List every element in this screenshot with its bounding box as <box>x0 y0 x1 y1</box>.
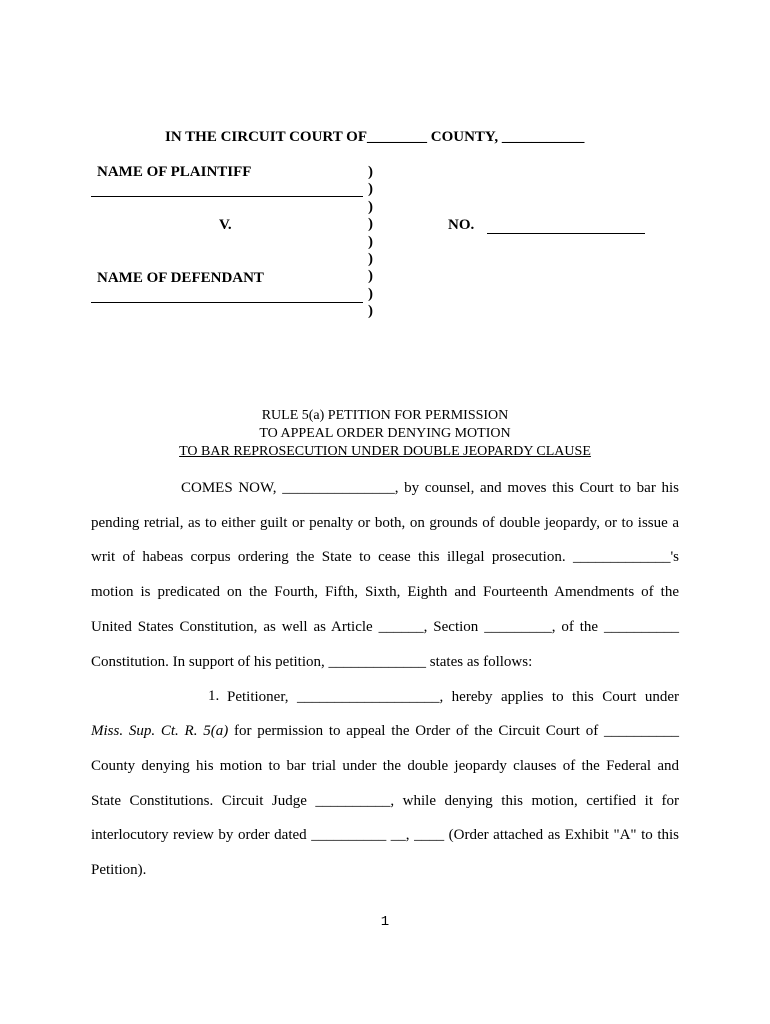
paren: ) <box>368 181 373 198</box>
paren: ) <box>368 216 373 233</box>
intro-line-5: United States Constitution, as well as Article ______, Section _________, of the __________ <box>91 619 679 635</box>
title-line-3: TO BAR REPROSECUTION UNDER DOUBLE JEOPARDY CLAUSE <box>179 444 591 459</box>
paren: ) <box>368 164 373 180</box>
intro-line-2: pending retrial, as to either guilt or penalty or both, on grounds of double jeopardy, or to issue a <box>91 515 679 531</box>
paragraph-number: 1. <box>208 688 220 704</box>
para1-line-3: County denying his motion to bar trial under the double jeopardy clauses of the Federal and <box>91 758 679 774</box>
paren: ) <box>368 303 373 320</box>
paren: ) <box>368 198 373 215</box>
intro-line-3: writ of habeas corpus ordering the State to cease this illegal prosecution. _____________'s <box>91 549 679 565</box>
paren: ) <box>368 251 373 267</box>
paren: ) <box>368 233 373 250</box>
plaintiff-label: NAME OF PLAINTIFF <box>97 164 252 180</box>
paren: ) <box>368 268 373 285</box>
case-number-label: NO. <box>448 217 475 233</box>
intro-line-1: COMES NOW, _______________, by counsel, and moves this Court to bar his <box>181 480 679 496</box>
title-line-1: RULE 5(a) PETITION FOR PERMISSION <box>261 408 509 423</box>
para1-line-4: State Constitutions. Circuit Judge __________, while denying this motion, certified it for <box>91 793 679 809</box>
plaintiff-signature-line <box>91 196 363 197</box>
case-number-line <box>487 233 645 234</box>
title-line-2: TO APPEAL ORDER DENYING MOTION <box>259 426 511 441</box>
para1-line-2-rest: for permission to appeal the Order of the Circuit Court of __________ <box>228 723 679 739</box>
versus-label: V. <box>219 217 232 233</box>
para1-line-5: interlocutory review by order dated __________ __, ____ (Order attached as Exhibit "A" to this <box>91 827 679 843</box>
para1-line-6: Petition). <box>91 862 147 878</box>
para1-line-2 <box>91 722 679 740</box>
defendant-label: NAME OF DEFENDANT <box>97 270 264 286</box>
intro-line-6: Constitution. In support of his petition, _____________ states as follows: <box>91 654 533 670</box>
rule-citation: Miss. Sup. Ct. R. 5(a) <box>91 723 229 739</box>
para1-line-1: Petitioner, ___________________, hereby applies to this Court under <box>227 689 679 705</box>
court-heading: IN THE CIRCUIT COURT OF________ COUNTY, ___________ <box>165 129 585 145</box>
page-number: 1 <box>380 914 390 930</box>
defendant-signature-line <box>91 302 363 303</box>
paren: ) <box>368 285 373 302</box>
intro-line-4: motion is predicated on the Fourth, Fifth, Sixth, Eighth and Fourteenth Amendments of the <box>91 584 679 600</box>
